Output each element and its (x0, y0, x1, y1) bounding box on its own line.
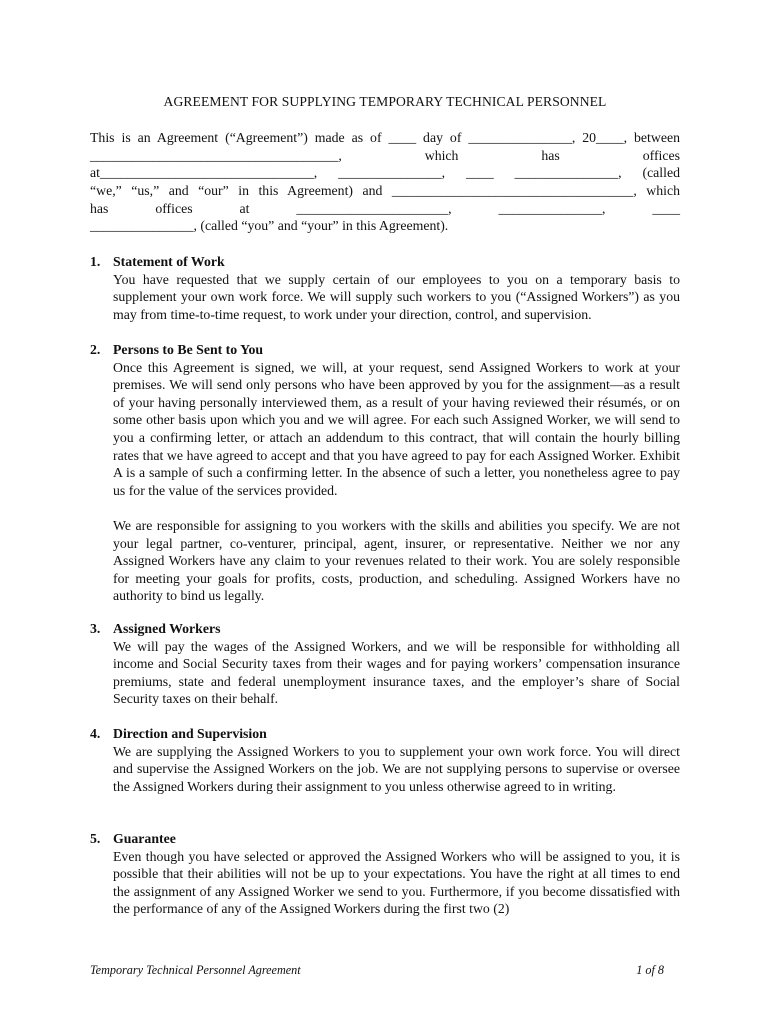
footer-document-name: Temporary Technical Personnel Agreement (90, 963, 301, 977)
section-assigned-workers (90, 620, 680, 708)
section-direction-and-supervision (90, 725, 680, 795)
section-heading: Assigned Workers (113, 621, 221, 636)
intro-line: _______________, (called “you” and “your” in this Agreement). (90, 218, 449, 234)
document-title: AGREEMENT FOR SUPPLYING TEMPORARY TECHNICAL PERSONNEL (163, 94, 607, 109)
section-heading: Direction and Supervision (113, 726, 267, 741)
intro-line: This is an Agreement (“Agreement”) made as of ____ day of _______________, 20____, between (90, 130, 680, 145)
section-heading: Statement of Work (113, 254, 225, 269)
section-paragraph: We are supplying the Assigned Workers to you to supplement your own work force. You will direct and supervise the Assigned Workers on the job. We are not supplying persons to supervise or oversee the Assigned Workers during their assignment to you unless otherwise agreed to in writing. (113, 743, 680, 794)
section-paragraph: Once this Agreement is signed, we will, at your request, send Assigned Workers to work at your premises. We will send only persons who have been approved by you for the assignment—as a result of your having personally interviewed them, as a result of your having reviewed their résumés, or on some other basis upon which you and we will agree. For each such Assigned Worker, we will send to you a confirming letter, or attach an addendum to this contract, that will contain the hourly billing rates that we have agreed to accept and that you have agreed to pay for each Assigned Worker. Exhibit A is a sample of such a confirming letter. In the absence of such a letter, you nonetheless agree to pay us for the value of the services provided. (113, 359, 680, 498)
section-number: 3. (90, 621, 101, 636)
intro-line: at_______________________________, _______________, ____ _______________, (called (90, 165, 680, 181)
section-paragraph: You have requested that we supply certain of our employees to you on a temporary basis to supplement your own work force. We will supply such workers to you (“Assigned Workers”) as you may from time-to-time request, to work under your direction, control, and supervision. (113, 271, 680, 322)
section-guarantee (90, 830, 680, 918)
section-paragraph: Even though you have selected or approved the Assigned Workers who will be assigned to you, it is possible that their abilities will not be up to your expectations. You have the right at all times to end the assignment of any Assigned Worker we send to you. Furthermore, if you become dissatisfied with the performance of any of the Assigned Workers during the first two (2) (113, 848, 680, 917)
section-number: 1. (90, 254, 101, 269)
section-heading: Guarantee (113, 831, 176, 846)
intro-line: ____________________________________, which has offices (90, 147, 680, 163)
footer-page-number: 1 of 8 (636, 963, 664, 977)
intro-line: has offices at ______________________, _______________, ____ (90, 200, 680, 216)
section-persons-to-be-sent (90, 341, 680, 605)
section-number: 2. (90, 342, 101, 357)
section-statement-of-work (90, 253, 680, 323)
section-paragraph: We will pay the wages of the Assigned Workers, and we will be responsible for withholding all income and Social Security taxes from their wages and for paying workers’ compensation insurance premiums, state and federal unemployment insurance taxes, and the employer’s share of Social Security taxes on their behalf. (113, 638, 680, 707)
intro-line: “we,” “us,” and “our” in this Agreement) and ___________________________________, which (90, 183, 680, 199)
section-number: 4. (90, 726, 101, 741)
section-number: 5. (90, 831, 101, 846)
intro-paragraph (90, 129, 680, 235)
section-heading: Persons to Be Sent to You (113, 342, 264, 357)
section-paragraph: We are responsible for assigning to you workers with the skills and abilities you specify. We are not your legal partner, co-venturer, principal, agent, insurer, or representative. Neither we nor any Assigned Workers have any claim to your revenues related to their work. You are solely responsible for meeting your goals for profits, costs, production, and scheduling. Assigned Workers have no authority to bind us legally. (113, 517, 680, 604)
